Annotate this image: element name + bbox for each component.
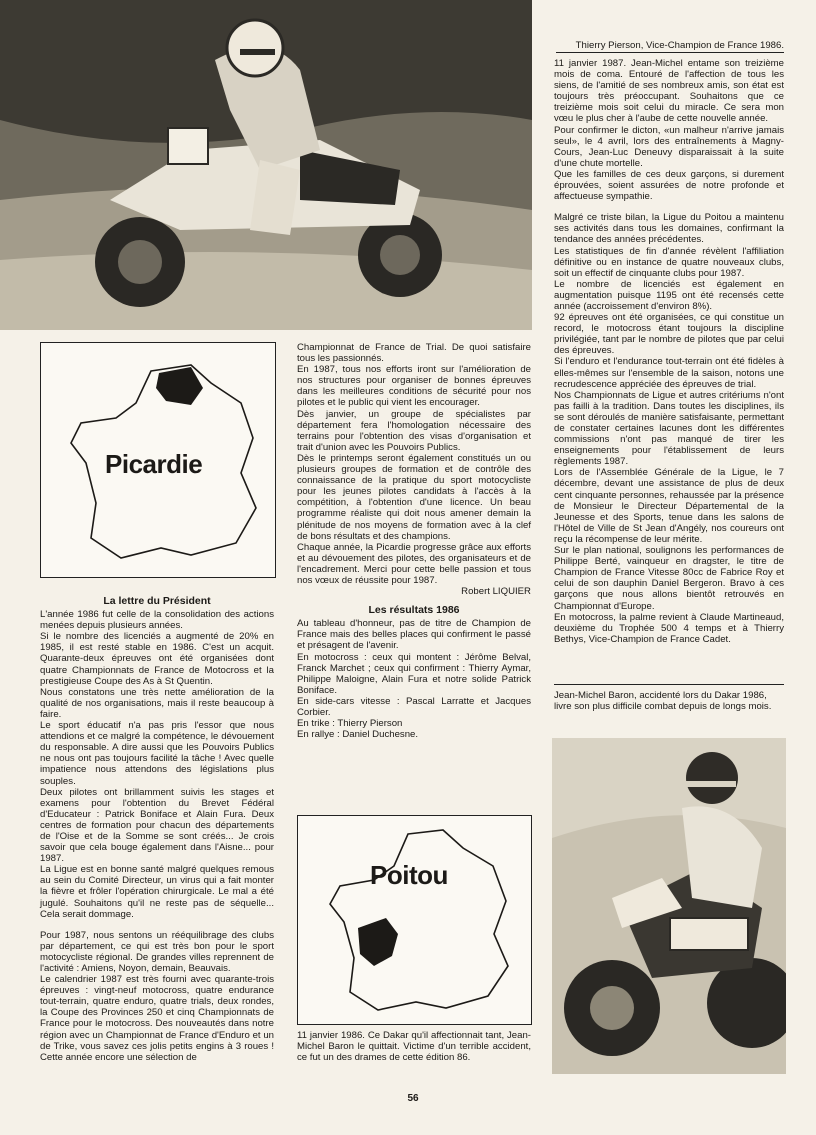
france-map-poitou-icon (298, 816, 531, 1024)
results-para: Au tableau d'honneur, pas de titre de Champion de France mais des belles places qui confirment le passé et présagent de l'avenir. (297, 618, 531, 652)
col1-para: Pour 1987, nous sentons un rééquilibrage des clubs par département, ce qui est très bon pour le sport motocycliste régional. De grandes villes reprennent de l'activité : Amiens, Noyon, demain, Beauvais. (40, 929, 274, 974)
president-letter-heading: La lettre du Président (103, 595, 211, 607)
col2-para: Dès janvier, un groupe de spécialistes par département fera l'homologation nécessaire des terrains pour l'obtention des visas d'organisation et trait d'union avec les Pouvoirs Publics. (297, 408, 531, 453)
column-2 (297, 342, 531, 740)
col2-para: Chaque année, la Picardie progresse grâce aux efforts et au dévouement des pilotes, des organisateurs et de l'encadrement. Merci pour cette belle passion et tous nos vœux de réussite pour 1987. (297, 541, 531, 586)
col3-rule (554, 684, 784, 685)
col1-para: La Ligue est en bonne santé malgré quelques remous au sein du Comité Directeur, un virus qui a fait monter la fièvre et frôler l'opération chirurgicale. Le mal a été jugulé. Souhaitons qu'il ne reste pas de séquelle... Cela serait dommage. (40, 864, 274, 920)
dakar-caption: 11 janvier 1986. Ce Dakar qu'il affectionnait tant, Jean-Michel Baron le quittait. Victime d'un terrible accident, ce fut un des drames de cette édition 86. (297, 1030, 531, 1064)
column-1 (40, 596, 274, 1063)
col3-para: Le nombre de licenciés est également en augmentation puisque 1195 ont été recensés cette année (accroissement d'environ 8%). (554, 278, 784, 312)
col3-para: Les statistiques de fin d'année révèlent l'affiliation définitive ou en instance de quatre nouveaux clubs, soit un effectif de cinquante clubs pour 1987. (554, 245, 784, 279)
col3-para: Sur le plan national, soulignons les performances de Philippe Berté, vainqueur en dragster, le titre de Champion de France Vitesse 80cc de Fabrice Roy et celui de son dauphin Daniel Bergeron. Bravo à ces garçons que nous allons bientôt retrouvés en Championnat d'Europe. (554, 545, 784, 612)
picardie-map-box (40, 342, 276, 578)
quad-rider-photo (0, 0, 532, 330)
col1-para: L'année 1986 fut celle de la consolidation des actions menées depuis plusieurs années. (40, 609, 274, 632)
col3-para: Pour confirmer le dicton, «un malheur n'arrive jamais seul», le 4 avril, lors des entraînements à Magny-Cours, Jean-Luc Deneuvy disparaissait à la suite d'une chute mortelle. (554, 124, 784, 169)
rally-rider-photo (552, 738, 786, 1074)
col3-para: 11 janvier 1987. Jean-Michel entame son treizième mois de coma. Entouré de l'affection de tous les siens, de l'amitié de ses nombreux amis, son état est toujours très préoccupant. Souhaitons que ce treizième mois soit celui du miracle. Ce sera mon vœu le plus cher à l'aube de cette nouvelle année. (554, 58, 784, 125)
results-para: En motocross : ceux qui montent : Jérôme Belval, Franck Marchet ; ceux qui confirment : Thierry Aymar, Philippe Maloigne, Alain Fura et notre solide Patrick Boniface. (297, 651, 531, 696)
col2-para: Dès le printemps seront également constitués un ou plusieurs groupes de formation et de contrôle des connaissance de la pratique du sport motocycliste pour les jeunes pilotes candidats à l'accès à la compétition, à l'obtention d'une licence. Un beau programme réaliste qui doit nous amener demain la plénitude de nos moyens de formation avec à la clef de bons résultats et des champions. (297, 452, 531, 542)
quad-rider-illustration (0, 0, 532, 330)
rally-rider-illustration (552, 738, 786, 1074)
col3-para: Si l'enduro et l'endurance tout-terrain ont été fidèles à elles-mêmes sur l'ensemble de la saison, notons une recrudescence appréciée des épreuves de trial. (554, 356, 784, 390)
baron-caption: Jean-Michel Baron, accidenté lors du Dakar 1986, livre son plus difficile combat depuis de longs mois. (554, 690, 772, 713)
column-3 (554, 58, 784, 645)
col1-para: Le sport éducatif n'a pas pris l'essor que nous attendions et ce malgré la compétence, le dévouement du responsable. A dire aussi que les Pouvoirs Publics ne nous ont pas toujours facilité la tâche ! Avec quelle impatience nous attendons des législations plus souples. (40, 720, 274, 787)
poitou-map-box (297, 815, 532, 1025)
caption-rule (556, 52, 784, 53)
col1-para: Le calendrier 1987 est très fourni avec quarante-trois épreuves : vingt-neuf motocross, quatre endurance tout-terrain, quatre enduro, quatre trials, deux rondes, la Coupe des Provinces 250 et cinq Championnats de France pour le motocross. Des nouveautés dans notre région avec un Championnat de France d'Enduro et un de Trike, vous savez ces jolis petits engins à 3 roues ! Cette année encore une sélection de (40, 974, 274, 1063)
col3-para: Malgré ce triste bilan, la Ligue du Poitou a maintenu ses activités dans tous les domaines, confirmant la tendance des années précédentes. (554, 212, 784, 246)
results-para: En side-cars vitesse : Pascal Larratte et Jacques Corbier. (297, 695, 531, 718)
col1-para: Deux pilotes ont brillamment suivis les stages et examens pour l'obtention du Brevet Fédéral d'Educateur : Patrick Boniface et Alain Fura. Deux centres de formation pour chacun des départements de l'Oise et de la Somme se sont créés... Je crois savoir que cela bouge également dans l'Aisne... pour 1987. (40, 786, 274, 865)
col3-para: 92 épreuves ont été organisées, ce qui constitue un record, le motocross étant toujours la discipline privilégiée, tant par le nombre de pilotes que par celui des épreuves. (554, 312, 784, 357)
col3-para: Nos Championnats de Ligue et autres critériums n'ont pas failli à la tradition. Dans toutes les disciplines, ils se sont déroulés de manière satisfaisante, permettant de constater certaines lacunes dont les différentes commissions n'ont pas manqué de tirer les enseignements pour l'établissement de leurs règlements 1987. (554, 389, 784, 468)
results-heading: Les résultats 1986 (368, 604, 460, 617)
top-photo-caption: Thierry Pierson, Vice-Champion de France 1986. (575, 40, 784, 51)
picardie-label: Picardie (105, 449, 203, 479)
col3-para: Que les familles de ces deux garçons, si durement éprouvées, soient assurées de notre profonde et affectueuse sympathie. (554, 168, 784, 203)
signature: Robert LIQUIER (461, 586, 531, 598)
col1-para: Nous constatons une très nette amélioration de la qualité de nos organisations, mais il reste beaucoup à faire. (40, 686, 274, 720)
col3-para: En motocross, la palme revient à Claude Martineaud, deuxième du Trophée 500 4 temps et à Thierry Bethys, Vice-Champion de France Cadet. (554, 611, 784, 645)
col2-para: En 1987, tous nos efforts iront sur l'amélioration de nos structures pour organiser de bonnes épreuves dans les meilleures conditions de sécurité pour nos pilotes et le public qui vient les encourager. (297, 364, 531, 409)
col3-para: Lors de l'Assemblée Générale de la Ligue, le 7 décembre, devant une assistance de plus de deux cent cinquante personnes, rehaussée par la présence de Monsieur le Directeur Départemental de la Jeunesse et des Sports, tenue dans les salons de l'Hôtel de Ville de St Jean d'Angély, nos coureurs ont reçu la récompense de leur mérite. (554, 467, 784, 545)
results-para: En trike : Thierry Pierson (297, 718, 403, 730)
col2-para: Championnat de France de Trial. De quoi satisfaire tous les passionnés. (297, 342, 531, 365)
col1-para: Si le nombre des licenciés a augmenté de 20% en 1985, il est resté stable en 1986. C'est un acquit. Quarante-deux épreuves ont été organisées dont quatre Championnats de France de Motocross et la prestigieuse Coupe des As à St Quentin. (40, 631, 274, 687)
poitou-label: Poitou (370, 860, 448, 890)
page-number: 56 (407, 1093, 419, 1104)
results-para: En rallye : Daniel Duchesne. (297, 729, 419, 741)
